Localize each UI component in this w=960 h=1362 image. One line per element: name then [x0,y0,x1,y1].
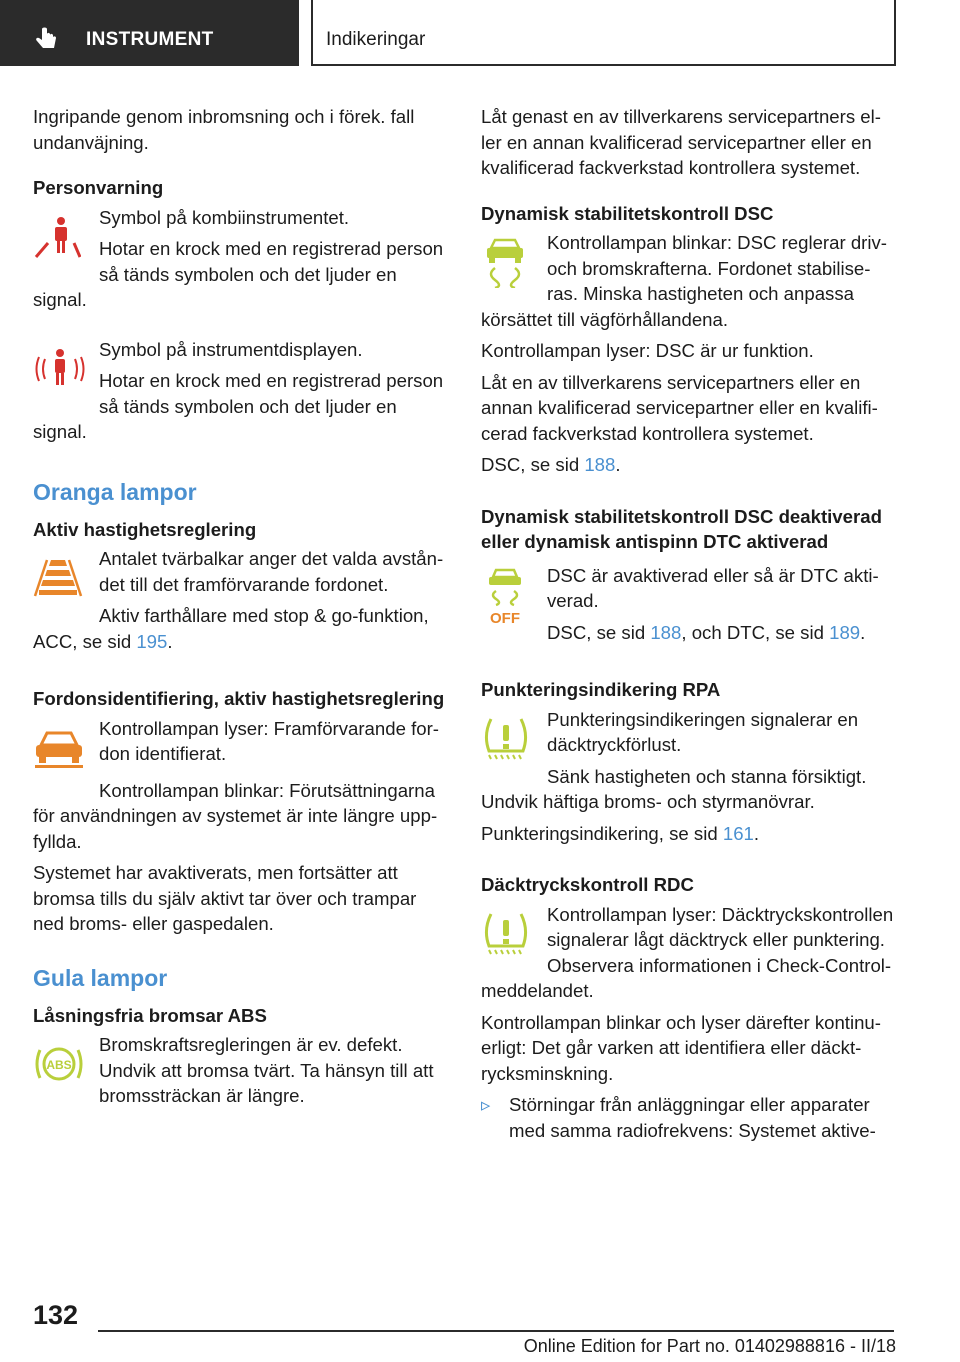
vehicle-detection-heading: Fordonsidentifiering, aktiv hastighetsreglering [33,688,445,709]
acc-text-b: Aktiv farthållare med stop & go-funktion, ACC, se sid 195. [33,605,429,652]
header-chapter-title: Indikeringar [326,29,426,50]
rpa-text-a: Punkteringsindikeringen signalerar en däcktryckförlust. [547,708,859,755]
vehicle-detection-text-c: Systemet har avaktiverats, men fortsätter att bromsa tills du själv aktivt tar över och trampar ned broms- eller gaspedalen. [33,862,417,934]
dsc-text-a: Kontrollampan blinkar: DSC reglerar driv- och bromskrafterna. Fordonet stabiliseras. Minska hastigheten och anpassa körsättet till vägförhållandena. [481,232,887,330]
acc-heading: Aktiv hastighetsreglering [33,518,257,540]
footer-divider [98,1330,894,1332]
svg-text:ABS: ABS [46,1058,72,1072]
vehicle-detection-block [33,716,447,778]
triangle-bullet-icon: ▹ [481,1094,491,1115]
header-section-tab [0,0,299,66]
abs-heading: Låsningsfria bromsar ABS [33,1004,267,1026]
header-chapter-tab [311,0,896,66]
personal-warning-2b: Hotar en krock med en registrerad person så tänds symbolen och det ljuder en signal. [33,370,444,442]
personal-warning-1a: Symbol på kombiinstrumentet. [99,206,350,228]
dtc-heading: Dynamisk stabilitetskontroll DSC deaktiverad eller dynamisk antispinn DTC aktiverad [481,505,882,552]
dsc-text-b: Kontrollampan lyser: DSC är ur funktion. [481,340,814,361]
vehicle-detection-text-b: Kontrollampan blinkar: Förutsättningarna för användningen av systemet är inte längre uppfyllda. [33,779,438,852]
svg-text:OFF: OFF [490,609,520,627]
tire-pressure-icon [481,709,547,769]
dsc-skid-icon [481,232,547,292]
rpa-text-b: Sänk hastigheten och stanna försiktigt. Undvik häftiga broms- och styrmanövrar. [481,765,867,812]
personal-warning-block-1 [33,205,447,319]
abs-text: Bromskraftsregleringen är ev. defekt. Undvik att bromsa tvärt. Ta hänsyn till att bromssträckan är längre. [99,1034,434,1106]
person-warning-icon [33,207,99,267]
vehicle-ahead-icon [33,718,99,778]
intro-text: Ingripande genom inbromsning och i förek. fall undanväjning. [33,106,415,153]
rdc-bullet-item [481,1092,895,1143]
acc-page-link[interactable]: 195 [136,630,168,652]
rpa-heading: Punkteringsindikering RPA [481,679,721,700]
yellow-lamps-heading: Gula lampor [33,964,168,991]
dtc-block [481,563,895,652]
service-text: Låt genast en av tillverkarens servicepartners eller en annan kvalificerad servicepartner eller en kvalificerad fackverkstad kontrollera systemet. [481,106,881,178]
rdc-block [481,902,895,1004]
abs-block [33,1032,447,1115]
dsc-off-icon [481,565,547,629]
rdc-text-a: Kontrollampan lyser: Däcktryckskontrollen signalerar lågt däcktryck eller punktering. Observera informationen i Check-Control-meddelandet. [481,903,894,1001]
dtc-dsc-page-link[interactable]: 188 [650,621,682,643]
tire-pressure-icon [481,904,547,964]
personal-warning-2a: Symbol på instrumentdisplayen. [99,338,363,360]
dsc-text-d: DSC, se sid 188. [481,454,621,475]
dtc-text-b: DSC, se sid 188, och DTC, se sid 189. [547,621,866,643]
personal-warning-heading: Personvarning [33,177,164,198]
rpa-text-c: Punkteringsindikering, se sid 161. [481,822,760,844]
rdc-text-b: Kontrollampan blinkar och lyser därefter kontinuerligt: Det går varken att identifiera eller däcktrycksminskning. [481,1011,881,1084]
dsc-page-link[interactable]: 188 [584,454,616,475]
rpa-block [481,707,895,815]
rpa-page-link[interactable]: 161 [722,822,754,844]
personal-warning-block-2 [33,337,447,451]
personal-warning-1b: Hotar en krock med en registrerad person så tänds symbolen och det ljuder en signal. [33,238,444,310]
header-section-title: INSTRUMENT [86,29,214,50]
dtc-page-link[interactable]: 189 [829,621,861,643]
rdc-bullet-text: Störningar från anläggningar eller apparater med samma radiofrekvens: Systemet aktive- [509,1094,876,1141]
acc-text-a: Antalet tvärbalkar anger det valda avståndet till det framförvarande fordonet. [99,548,444,595]
hand-pointer-icon [34,27,60,58]
left-column [33,104,447,1115]
footer-edition: Online Edition for Part no. 01402988816 - II/18 [523,1336,896,1356]
dsc-heading: Dynamisk stabilitetskontroll DSC [481,202,774,224]
acc-block [33,546,447,660]
distance-bars-icon [33,548,99,608]
person-sound-warning-icon [33,339,99,399]
rdc-heading: Däcktryckskontroll RDC [481,874,694,895]
dsc-text-c: Låt en av tillverkarens servicepartners eller en annan kvalificerad servicepartner eller en kvalificerad fackverkstad kontrollera systemet. [481,371,878,444]
dsc-block [481,230,895,332]
vehicle-detection-text-a: Kontrollampan lyser: Framförvarande fordon identifierat. [99,717,439,764]
page-number: 132 [33,1300,79,1330]
dtc-text-a: DSC är avaktiverad eller så är DTC aktiverad. [547,564,879,611]
orange-lamps-heading: Oranga lampor [33,478,197,505]
abs-icon [33,1034,99,1094]
right-column [481,104,895,1143]
